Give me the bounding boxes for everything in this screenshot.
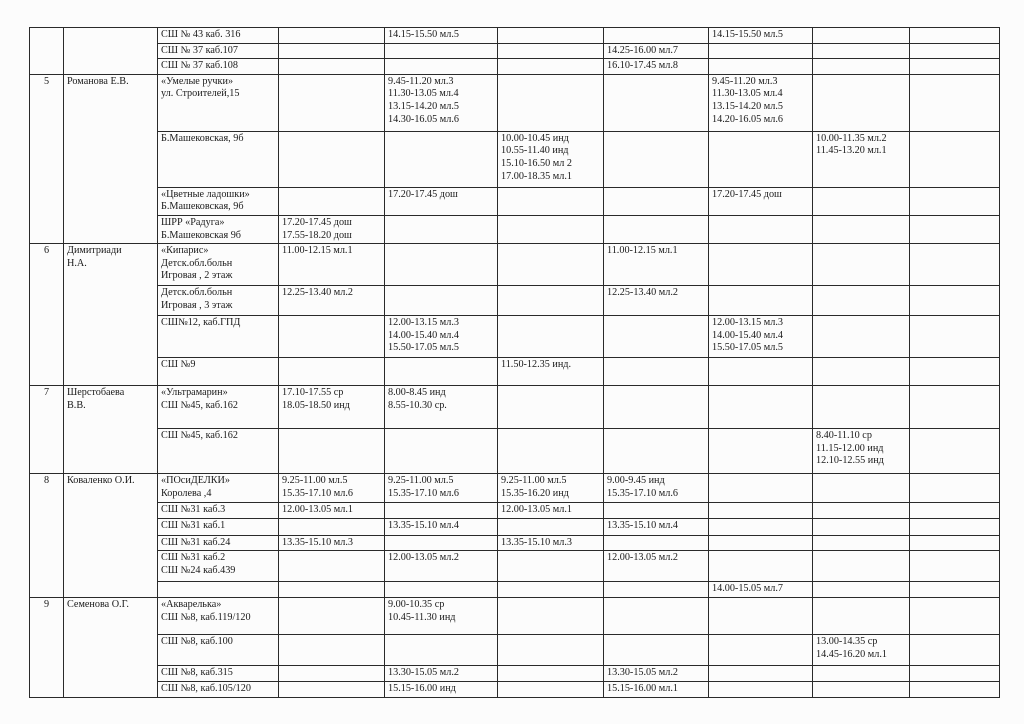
schedule-cell: 12.00-13.05 мл.2 [385,551,498,582]
schedule-cell: 17.20-17.45 дош 17.55-18.20 дош [279,215,385,243]
schedule-cell [498,286,604,316]
row-number-cell: 8 [30,474,64,598]
schedule-cell: 9.25-11.00 мл.5 15.35-17.10 мл.6 [385,474,498,503]
schedule-cell: 13.35-15.10 мл.3 [279,535,385,551]
schedule-cell [498,597,604,634]
teacher-name-cell: Семенова О.Г. [64,597,158,697]
schedule-cell [709,503,813,519]
schedule-cell: 13.35-15.10 мл.3 [498,535,604,551]
schedule-cell [813,215,910,243]
schedule-cell [709,634,813,665]
schedule-cell [813,665,910,681]
schedule-cell [385,582,498,598]
schedule-cell [498,244,604,286]
schedule-cell [604,131,709,187]
schedule-cell [813,59,910,75]
schedule-cell [910,28,1000,44]
row-number-cell: 9 [30,597,64,697]
schedule-cell [709,551,813,582]
schedule-cell: 17.20-17.45 дош [385,187,498,215]
schedule-cell: 13.30-15.05 мл.2 [604,665,709,681]
location-cell: СШ № 37 каб.107 [158,43,279,59]
schedule-cell: 15.15-16.00 мл.1 [604,681,709,697]
location-cell: «Акварелька» СШ №8, каб.119/120 [158,597,279,634]
schedule-cell [385,634,498,665]
schedule-cell [604,386,709,429]
table-row [30,28,1000,44]
schedule-cell [813,535,910,551]
table-row [30,551,1000,582]
schedule-table [29,27,1000,698]
schedule-cell [709,518,813,535]
table-row [30,316,1000,358]
location-cell: СШ №31 каб.3 [158,503,279,519]
location-cell: СШ №31 каб.1 [158,518,279,535]
schedule-cell [813,286,910,316]
table-row [30,429,1000,474]
row-number-cell: 5 [30,74,64,243]
schedule-cell [910,634,1000,665]
schedule-cell [385,503,498,519]
schedule-cell [385,59,498,75]
schedule-cell [498,386,604,429]
schedule-cell [709,215,813,243]
schedule-cell: 13.30-15.05 мл.2 [385,665,498,681]
schedule-cell [709,474,813,503]
location-cell: СШ №31 каб.24 [158,535,279,551]
schedule-cell [279,634,385,665]
schedule-cell: 15.15-16.00 инд [385,681,498,697]
schedule-cell [279,429,385,474]
schedule-cell [910,518,1000,535]
schedule-cell [910,59,1000,75]
schedule-cell [813,28,910,44]
schedule-cell [813,503,910,519]
table-row [30,634,1000,665]
schedule-cell [498,215,604,243]
schedule-cell: 10.00-11.35 мл.2 11.45-13.20 мл.1 [813,131,910,187]
location-cell: ШРР «Радуга» Б.Машековская 9б [158,215,279,243]
location-cell: СШ №31 каб.2 СШ №24 каб.439 [158,551,279,582]
schedule-cell [279,28,385,44]
schedule-cell [498,681,604,697]
schedule-cell [910,597,1000,634]
schedule-cell [813,386,910,429]
schedule-cell: 13.00-14.35 ср 14.45-16.20 мл.1 [813,634,910,665]
schedule-cell: 12.00-13.05 мл.2 [604,551,709,582]
table-row [30,582,1000,598]
schedule-cell [498,634,604,665]
table-row [30,597,1000,634]
location-cell: «Умелые ручки» ул. Строителей,15 [158,74,279,131]
schedule-cell [385,535,498,551]
schedule-cell [709,665,813,681]
table-row [30,244,1000,286]
schedule-cell [910,429,1000,474]
schedule-cell [279,358,385,386]
schedule-cell [709,59,813,75]
schedule-cell: 17.10-17.55 ср 18.05-18.50 инд [279,386,385,429]
schedule-cell: 8.00-8.45 инд 8.55-10.30 ср. [385,386,498,429]
schedule-cell: 9.45-11.20 мл.3 11.30-13.05 мл.4 13.15-14.20 мл.5 14.30-16.05 мл.6 [385,74,498,131]
schedule-cell [910,215,1000,243]
schedule-cell [498,582,604,598]
schedule-cell [498,28,604,44]
schedule-cell [604,429,709,474]
schedule-cell [910,386,1000,429]
schedule-cell [498,316,604,358]
schedule-cell: 12.00-13.15 мл.3 14.00-15.40 мл.4 15.50-17.05 мл.5 [709,316,813,358]
schedule-cell [709,386,813,429]
schedule-cell [813,597,910,634]
schedule-cell [604,597,709,634]
location-cell: Детск.обл.больн Игровая , 3 этаж [158,286,279,316]
schedule-cell [279,43,385,59]
schedule-cell [279,597,385,634]
schedule-cell: 11.00-12.15 мл.1 [604,244,709,286]
location-cell: СШ№12, каб.ГПД [158,316,279,358]
schedule-cell: 16.10-17.45 мл.8 [604,59,709,75]
schedule-cell [279,187,385,215]
schedule-cell [910,286,1000,316]
schedule-cell: 10.00-10.45 инд 10.55-11.40 инд 15.10-16.50 мл 2 17.00-18.35 мл.1 [498,131,604,187]
schedule-cell [709,43,813,59]
schedule-cell [910,665,1000,681]
table-row [30,518,1000,535]
schedule-cell [709,429,813,474]
schedule-cell: 8.40-11.10 ср 11.15-12.00 инд 12.10-12.55 инд [813,429,910,474]
location-cell: «Кипарис» Детск.обл.больн Игровая , 2 этаж [158,244,279,286]
schedule-cell: 12.25-13.40 мл.2 [279,286,385,316]
schedule-cell [498,551,604,582]
schedule-cell: 14.00-15.05 мл.7 [709,582,813,598]
table-row [30,59,1000,75]
row-number-cell: 6 [30,244,64,386]
schedule-cell [813,187,910,215]
schedule-cell [910,131,1000,187]
schedule-cell: 13.35-15.10 мл.4 [604,518,709,535]
schedule-cell [498,59,604,75]
table-row [30,286,1000,316]
schedule-cell [910,244,1000,286]
schedule-cell [498,518,604,535]
schedule-cell [813,551,910,582]
schedule-cell [279,74,385,131]
schedule-cell: 11.00-12.15 мл.1 [279,244,385,286]
schedule-cell [813,474,910,503]
table-row [30,74,1000,131]
schedule-cell [910,358,1000,386]
schedule-cell: 12.00-13.15 мл.3 14.00-15.40 мл.4 15.50-17.05 мл.5 [385,316,498,358]
schedule-cell [279,582,385,598]
schedule-cell [604,187,709,215]
location-cell: «Ультрамарин» СШ №45, каб.162 [158,386,279,429]
schedule-cell: 9.25-11.00 мл.5 15.35-17.10 мл.6 [279,474,385,503]
schedule-cell [279,551,385,582]
schedule-cell [498,187,604,215]
location-cell: СШ №8, каб.100 [158,634,279,665]
schedule-cell [709,597,813,634]
table-row [30,187,1000,215]
schedule-cell [604,582,709,598]
schedule-cell [604,358,709,386]
schedule-cell [709,131,813,187]
location-cell: СШ №45, каб.162 [158,429,279,474]
schedule-cell [709,681,813,697]
table-row [30,43,1000,59]
schedule-cell [813,518,910,535]
table-row [30,665,1000,681]
schedule-cell [910,681,1000,697]
schedule-cell [498,665,604,681]
location-cell: СШ №8, каб.315 [158,665,279,681]
schedule-cell [709,286,813,316]
table-row [30,358,1000,386]
schedule-cell [813,358,910,386]
schedule-cell [709,358,813,386]
schedule-cell [498,74,604,131]
table-row [30,503,1000,519]
teacher-name-cell: Романова Е.В. [64,74,158,243]
row-number-cell [30,28,64,75]
schedule-cell [604,28,709,44]
schedule-cell [604,215,709,243]
table-row [30,215,1000,243]
schedule-cell [709,244,813,286]
teacher-name-cell [64,28,158,75]
schedule-cell [385,358,498,386]
schedule-cell: 13.35-15.10 мл.4 [385,518,498,535]
schedule-cell [910,74,1000,131]
schedule-cell [813,43,910,59]
schedule-cell: 9.00-10.35 ср 10.45-11.30 инд [385,597,498,634]
schedule-cell [604,634,709,665]
schedule-cell: 14.15-15.50 мл.5 [709,28,813,44]
schedule-cell [910,43,1000,59]
schedule-cell [813,582,910,598]
schedule-cell: 9.45-11.20 мл.3 11.30-13.05 мл.4 13.15-14.20 мл.5 14.20-16.05 мл.6 [709,74,813,131]
schedule-cell [385,244,498,286]
teacher-name-cell: Димитриади Н.А. [64,244,158,386]
schedule-cell [385,215,498,243]
location-cell: СШ № 43 каб. 316 [158,28,279,44]
schedule-cell [385,286,498,316]
schedule-cell [813,681,910,697]
schedule-cell: 17.20-17.45 дош [709,187,813,215]
location-cell: СШ №9 [158,358,279,386]
table-row [30,386,1000,429]
schedule-body [30,28,1000,698]
location-cell: СШ №8, каб.105/120 [158,681,279,697]
schedule-cell [604,503,709,519]
schedule-cell: 12.25-13.40 мл.2 [604,286,709,316]
schedule-cell: 14.25-16.00 мл.7 [604,43,709,59]
schedule-cell [709,535,813,551]
schedule-cell [813,244,910,286]
location-cell: «ПОсиДЕЛКИ» Королева ,4 [158,474,279,503]
schedule-cell [604,74,709,131]
table-row [30,474,1000,503]
schedule-cell [910,187,1000,215]
schedule-cell [279,665,385,681]
schedule-cell [910,535,1000,551]
schedule-cell: 9.25-11.00 мл.5 15.35-16.20 инд [498,474,604,503]
schedule-cell: 12.00-13.05 мл.1 [498,503,604,519]
schedule-cell [910,582,1000,598]
schedule-cell [604,535,709,551]
schedule-cell [813,316,910,358]
location-cell: Б.Машековская, 9б [158,131,279,187]
location-cell [158,582,279,598]
schedule-cell [279,518,385,535]
schedule-cell [604,316,709,358]
schedule-cell [498,429,604,474]
schedule-cell [279,681,385,697]
table-row [30,131,1000,187]
schedule-cell: 11.50-12.35 инд. [498,358,604,386]
table-row [30,535,1000,551]
schedule-cell [385,131,498,187]
teacher-name-cell: Коваленко О.И. [64,474,158,598]
schedule-cell [385,43,498,59]
schedule-cell [910,503,1000,519]
schedule-cell [498,43,604,59]
schedule-cell [910,551,1000,582]
location-cell: «Цветные ладошки» Б.Машековская, 9б [158,187,279,215]
location-cell: СШ № 37 каб.108 [158,59,279,75]
schedule-cell [279,316,385,358]
schedule-cell [910,316,1000,358]
schedule-cell: 9.00-9.45 инд 15.35-17.10 мл.6 [604,474,709,503]
schedule-cell: 14.15-15.50 мл.5 [385,28,498,44]
schedule-cell [279,131,385,187]
table-row [30,681,1000,697]
teacher-name-cell: Шерстобаева В.В. [64,386,158,474]
schedule-cell: 12.00-13.05 мл.1 [279,503,385,519]
schedule-cell [279,59,385,75]
row-number-cell: 7 [30,386,64,474]
schedule-cell [385,429,498,474]
schedule-cell [910,474,1000,503]
schedule-cell [813,74,910,131]
